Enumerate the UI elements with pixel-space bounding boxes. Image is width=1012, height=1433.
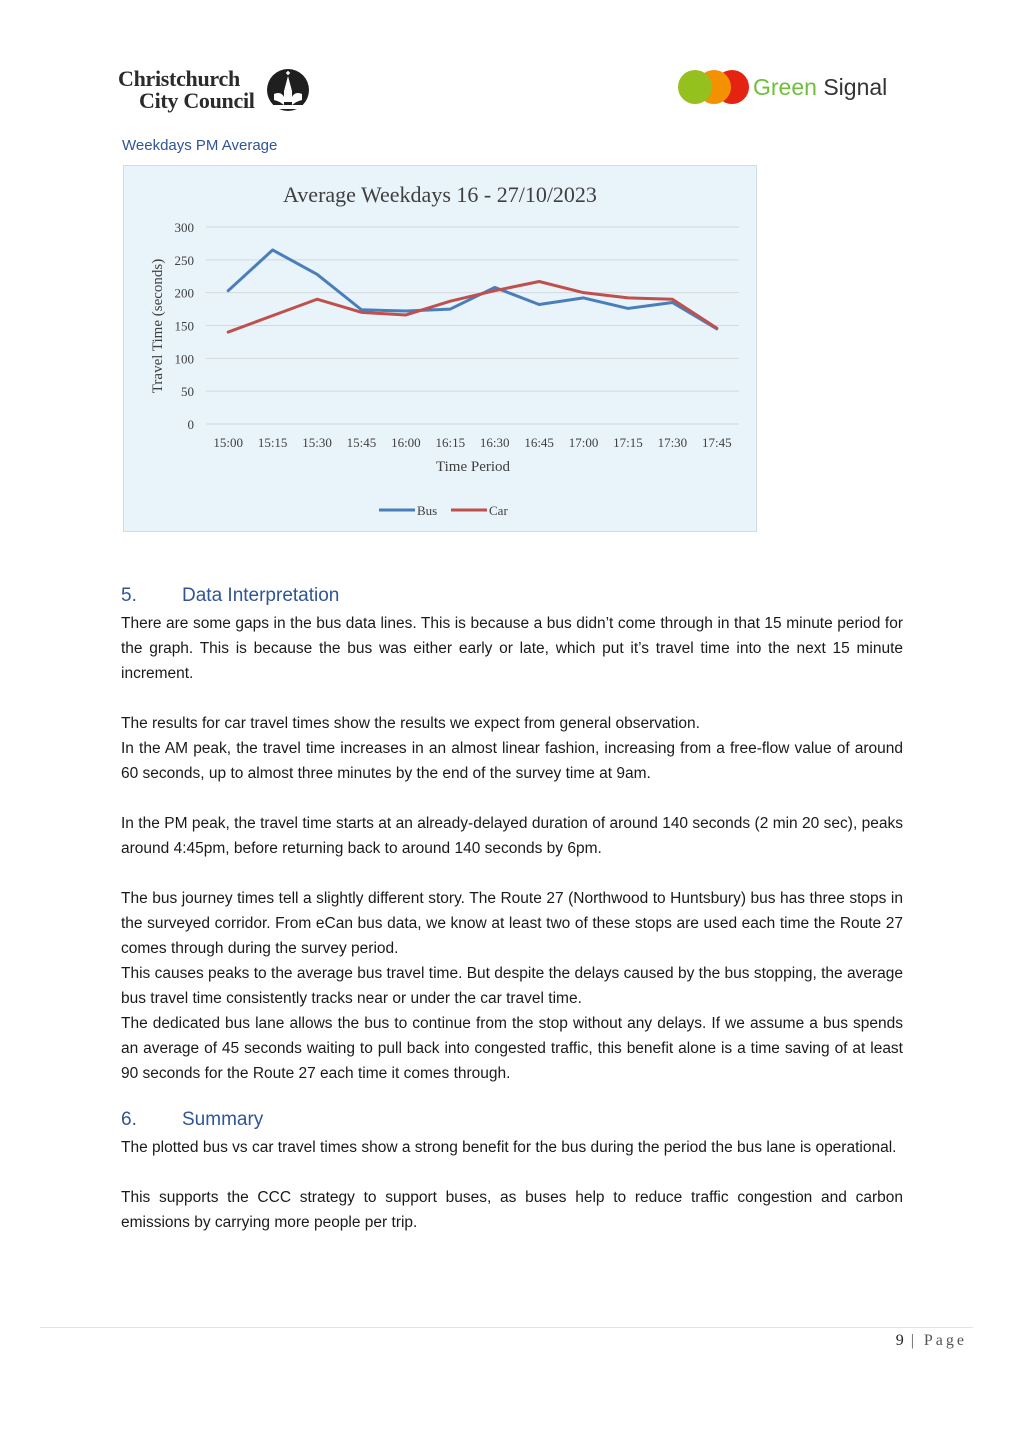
- paragraph: The dedicated bus lane allows the bus to continue from the stop without any delays. If we assume a bus spends an average of 45 seconds waiting to pull back into congested traffic, this benefit alone is a time saving of at least 90 seconds for the Route 27 each time it comes through.: [121, 1015, 903, 1082]
- x-tick-label: 17:00: [568, 435, 599, 450]
- series-line-bus: [228, 250, 717, 329]
- data-point-bus: [538, 303, 540, 305]
- y-tick-label: 100: [174, 351, 194, 367]
- chart-title: Average Weekdays 16 - 27/10/2023: [283, 182, 597, 207]
- paragraph: The plotted bus vs car travel times show a strong benefit for the bus during the period the bus lane is operational.: [121, 1139, 897, 1156]
- x-tick-label: 16:45: [524, 435, 554, 450]
- chart-caption: Weekdays PM Average: [122, 137, 278, 154]
- x-tick-label: 15:15: [257, 435, 288, 450]
- section-number: 6.: [121, 1109, 137, 1130]
- data-point-bus: [405, 310, 407, 312]
- paragraph: In the AM peak, the travel time increases in an almost linear fashion, increasing from a free-flow value of around 60 seconds, up to almost three minutes by the end of the survey time at 9am.: [121, 740, 903, 782]
- traffic-light-circles-icon: [676, 68, 752, 108]
- line-chart: [123, 165, 757, 532]
- x-tick-label: 15:45: [346, 435, 377, 450]
- data-point-car: [227, 331, 229, 333]
- x-tick-label: 17:45: [701, 435, 732, 450]
- data-point-car: [360, 311, 362, 313]
- paragraph: The results for car travel times show the results we expect from general observation.: [121, 715, 700, 732]
- data-point-bus: [671, 301, 673, 303]
- chart-canvas: [124, 166, 758, 533]
- data-point-car: [449, 300, 451, 302]
- y-tick-label: 0: [187, 417, 194, 432]
- section-heading-summary: [121, 1109, 263, 1131]
- cathedral-emblem-icon: [265, 67, 311, 113]
- x-tick-label: 16:30: [479, 435, 510, 450]
- data-point-bus: [271, 249, 273, 251]
- data-point-bus: [582, 297, 584, 299]
- x-axis-label: Time Period: [435, 459, 511, 475]
- legend-label: Bus: [417, 503, 438, 518]
- paragraph: In the PM peak, the travel time starts at an already-delayed duration of around 140 seconds (2 min 20 sec), peaks around 4:45pm, before returning back to around 140 seconds by 6pm.: [121, 815, 903, 857]
- chart-legend: [379, 503, 508, 518]
- data-point-car: [716, 327, 718, 329]
- data-point-bus: [449, 308, 451, 310]
- data-point-car: [405, 314, 407, 316]
- y-tick-labels: [175, 220, 195, 432]
- series-lines: [227, 249, 718, 333]
- council-name-line1: Christchurch: [118, 66, 240, 91]
- data-point-car: [494, 289, 496, 291]
- x-tick-label: 15:00: [213, 435, 244, 450]
- section-title: Summary: [182, 1109, 264, 1130]
- section-heading-data-interpretation: [121, 585, 339, 607]
- data-point-bus: [627, 307, 629, 309]
- data-point-car: [538, 280, 540, 282]
- y-tick-label: 200: [174, 285, 194, 301]
- y-tick-label: 300: [174, 220, 194, 235]
- paragraph: This supports the CCC strategy to support buses, as buses help to reduce traffic congestion and carbon emissions by carrying more people per trip.: [121, 1189, 903, 1231]
- x-tick-label: 16:15: [435, 435, 466, 450]
- section-number: 5.: [121, 585, 137, 606]
- y-tick-label: 50: [181, 384, 194, 400]
- data-point-car: [316, 298, 318, 300]
- y-tick-label: 150: [174, 318, 194, 334]
- data-point-bus: [227, 289, 229, 291]
- paragraph: This causes peaks to the average bus travel time. But despite the delays caused by the bus stopping, the average bus travel time consistently tracks near or under the car travel time.: [121, 965, 903, 1007]
- paragraph: The bus journey times tell a slightly different story. The Route 27 (Northwood to Huntsbury) bus has three stops in the surveyed corridor. From eCan bus data, we know at least two of these stops are used each time the Route 27 comes through during the survey period.: [121, 890, 903, 957]
- green-signal-logo: [676, 68, 891, 108]
- page-number: [896, 1332, 967, 1350]
- brand-word-signal: Signal: [823, 74, 888, 100]
- data-point-car: [671, 298, 673, 300]
- footer-divider: [40, 1327, 973, 1328]
- y-axis-label: Travel Time (seconds): [150, 258, 166, 394]
- council-name-line2: City Council: [139, 88, 255, 113]
- legend-label: Car: [489, 503, 508, 518]
- x-tick-label: 15:30: [302, 435, 332, 450]
- data-point-car: [627, 297, 629, 299]
- council-logo: [118, 66, 318, 116]
- page-label: | Page: [910, 1332, 967, 1349]
- x-tick-labels: [213, 435, 731, 450]
- x-tick-label: 16:00: [391, 435, 421, 450]
- data-point-bus: [316, 273, 318, 275]
- data-point-car: [271, 314, 273, 316]
- paragraph: There are some gaps in the bus data lines. This is because a bus didn’t come through in that 15 minute period for the graph. This is because the bus was either early or late, which put it’s travel time into the next 15 minute increment.: [121, 615, 903, 682]
- data-point-bus: [494, 286, 496, 288]
- x-tick-label: 17:30: [657, 435, 688, 450]
- section-title: Data Interpretation: [182, 585, 340, 606]
- data-point-car: [582, 291, 584, 293]
- brand-word-green: Green: [753, 74, 817, 100]
- page-number-value: 9: [895, 1332, 904, 1349]
- y-tick-label: 250: [174, 252, 194, 268]
- x-tick-label: 17:15: [613, 435, 643, 450]
